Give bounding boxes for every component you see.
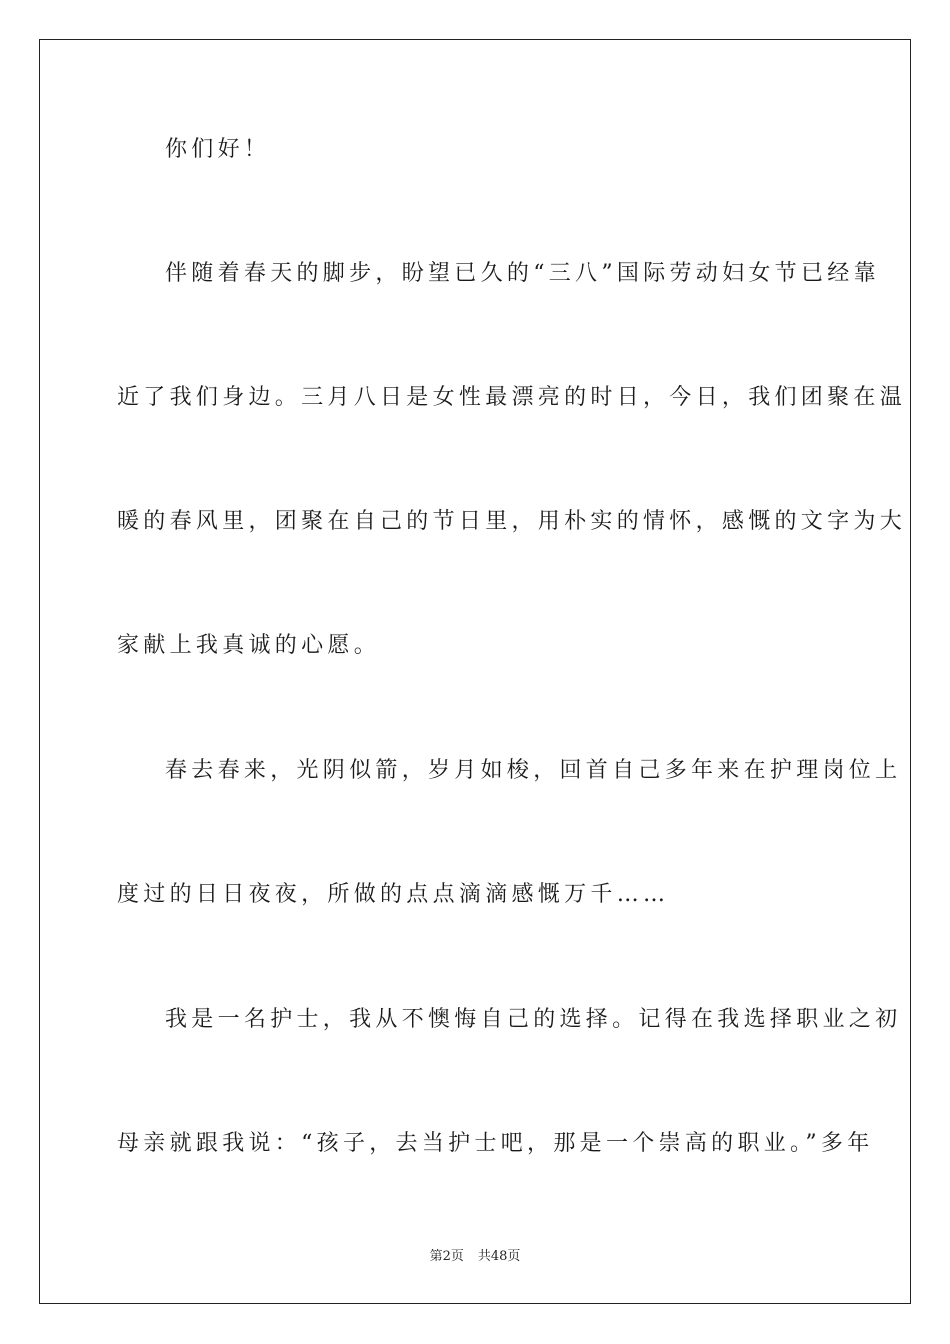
body-line-4: 家献上我真诚的心愿。 bbox=[117, 633, 381, 658]
greeting-line: 你们好！ bbox=[165, 137, 271, 162]
body-line-3: 暖的春风里，团聚在自己的节日里，用朴实的情怀，感慨的文字为大 bbox=[117, 509, 907, 534]
page-total: 共48页 bbox=[477, 1249, 521, 1264]
body-line-7: 我是一名护士，我从不懊悔自己的选择。记得在我选择职业之初 bbox=[165, 1007, 902, 1032]
page-footer bbox=[0, 1248, 950, 1266]
body-line-8: 母亲就跟我说：“孩子，去当护士吧，那是一个崇高的职业。”多年 bbox=[117, 1131, 874, 1156]
page-number: 第2页 bbox=[429, 1249, 464, 1264]
body-line-1: 伴随着春天的脚步，盼望已久的“三八”国际劳动妇女节已经靠 bbox=[165, 261, 880, 286]
body-line-5: 春去春来，光阴似箭，岁月如梭，回首自己多年来在护理岗位上 bbox=[165, 758, 902, 783]
body-line-2: 近了我们身边。三月八日是女性最漂亮的时日，今日，我们团聚在温 bbox=[117, 385, 907, 410]
page-border bbox=[39, 39, 911, 1304]
body-line-6: 度过的日日夜夜，所做的点点滴滴感慨万千…… bbox=[117, 882, 670, 907]
